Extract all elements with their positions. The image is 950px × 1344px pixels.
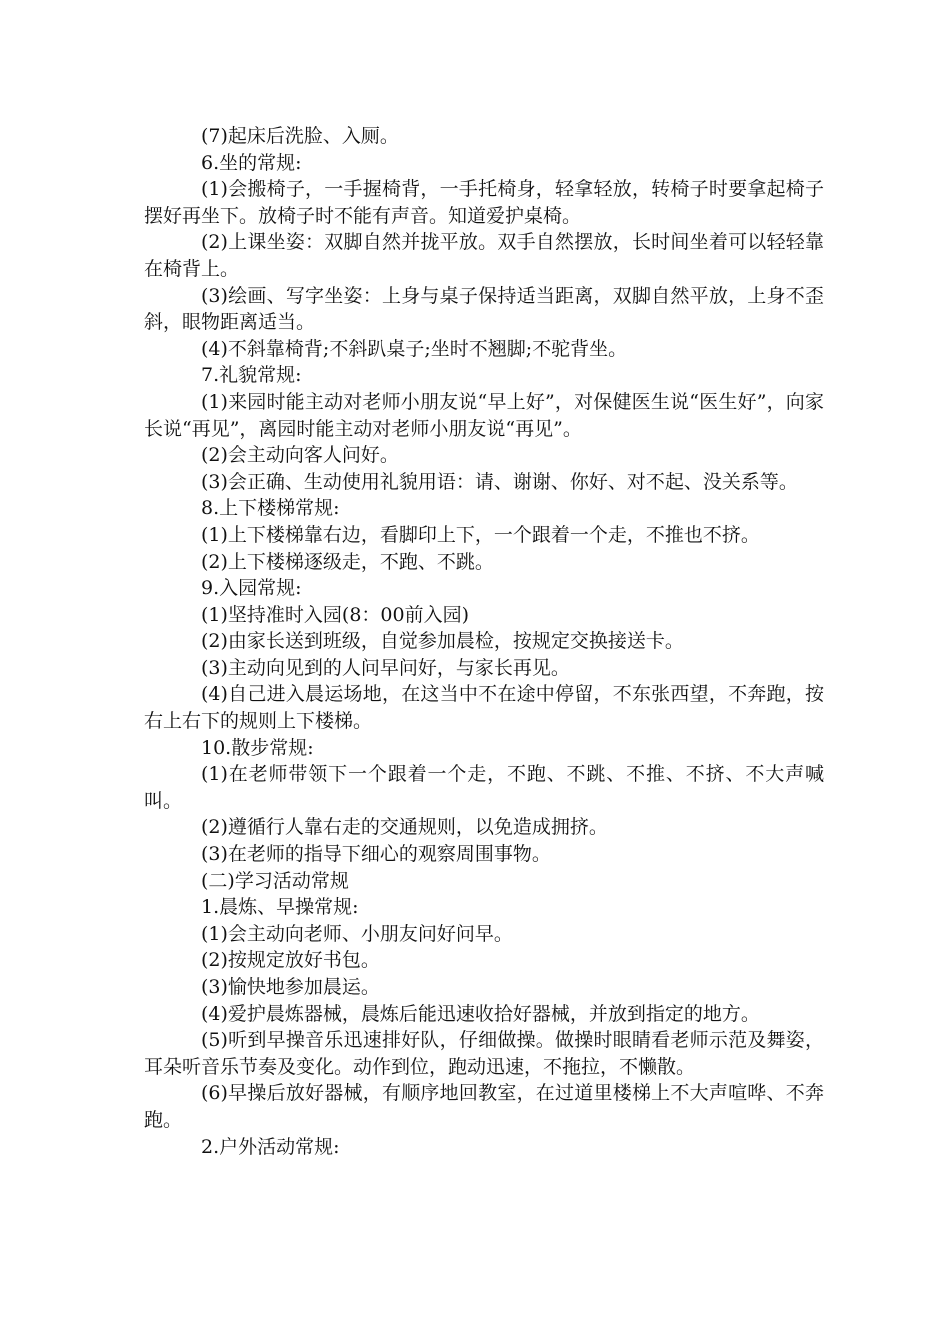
paragraph: (4)爱护晨炼器械，晨炼后能迅速收拾好器械，并放到指定的地方。 [201, 1002, 760, 1025]
section-heading: 1.晨炼、早操常规: [201, 896, 359, 919]
paragraph: (2)会主动向客人问好。 [201, 444, 399, 467]
section-heading: 2.户外活动常规: [201, 1135, 340, 1158]
paragraph: (1)在老师带领下一个跟着一个走，不跑、不跳、不推、不挤、不大声喊叫。 [144, 763, 824, 812]
paragraph: (4)不斜靠椅背;不斜趴桌子;坐时不翘脚;不驼背坐。 [201, 337, 628, 360]
paragraph: (2)上课坐姿：双脚自然并拢平放。双手自然摆放，长时间坐着可以轻轻靠在椅背上。 [144, 231, 824, 280]
paragraph: (3)会正确、生动使用礼貌用语：请、谢谢、你好、对不起、没关系等。 [201, 470, 798, 493]
section-heading: 8.上下楼梯常规: [201, 497, 340, 520]
section-heading: (二)学习活动常规 [201, 869, 349, 892]
paragraph: (1)会搬椅子，一手握椅背，一手托椅身，轻拿轻放，转椅子时要拿起椅子摆好再坐下。放椅子时不能有声音。知道爱护桌椅。 [144, 178, 824, 227]
document-body [144, 123, 824, 1160]
paragraph: (3)在老师的指导下细心的观察周围事物。 [201, 843, 551, 866]
paragraph: (6)早操后放好器械，有顺序地回教室，在过道里楼梯上不大声喧哗、不奔跑。 [144, 1082, 824, 1131]
section-heading: 6.坐的常规: [201, 151, 302, 174]
paragraph: (3)愉快地参加晨运。 [201, 976, 380, 998]
paragraph: (5)听到早操音乐迅速排好队，仔细做操。做操时眼睛看老师示范及舞姿，耳朵听音乐节奏及变化。动作到位，跑动迅速，不拖拉，不懒散。 [144, 1029, 824, 1078]
paragraph: (4)自己进入晨运场地，在这当中不在途中停留，不东张西望，不奔跑，按右上右下的规则上下楼梯。 [144, 683, 824, 733]
paragraph: (3)主动向见到的人问早问好，与家长再见。 [201, 656, 570, 679]
paragraph: (1)坚持准时入园(8：00前入园) [201, 603, 470, 626]
paragraph: (1)上下楼梯靠右边，看脚印上下，一个跟着一个走，不推也不挤。 [201, 523, 760, 546]
paragraph: (1)会主动向老师、小朋友问好问早。 [201, 922, 513, 945]
paragraph: (7)起床后洗脸、入厕。 [201, 125, 399, 147]
section-heading: 10.散步常规: [201, 736, 314, 759]
paragraph: (2)遵循行人靠右走的交通规则，以免造成拥挤。 [201, 816, 608, 839]
paragraph: (1)来园时能主动对老师小朋友说“早上好”，对保健医生说“医生好”，向家长说“再见”，离园时能主动对老师小朋友说“再见”。 [144, 390, 824, 440]
paragraph: (2)上下楼梯逐级走，不跑、不跳。 [201, 550, 494, 573]
paragraph: (2)由家长送到班级，自觉参加晨检，按规定交换接送卡。 [201, 630, 684, 653]
section-heading: 7.礼貌常规: [201, 364, 302, 387]
paragraph: (2)按规定放好书包。 [201, 949, 380, 972]
section-heading: 9.入园常规: [201, 577, 302, 600]
paragraph: (3)绘画、写字坐姿：上身与桌子保持适当距离，双脚自然平放，上身不歪斜，眼物距离适当。 [144, 284, 824, 334]
